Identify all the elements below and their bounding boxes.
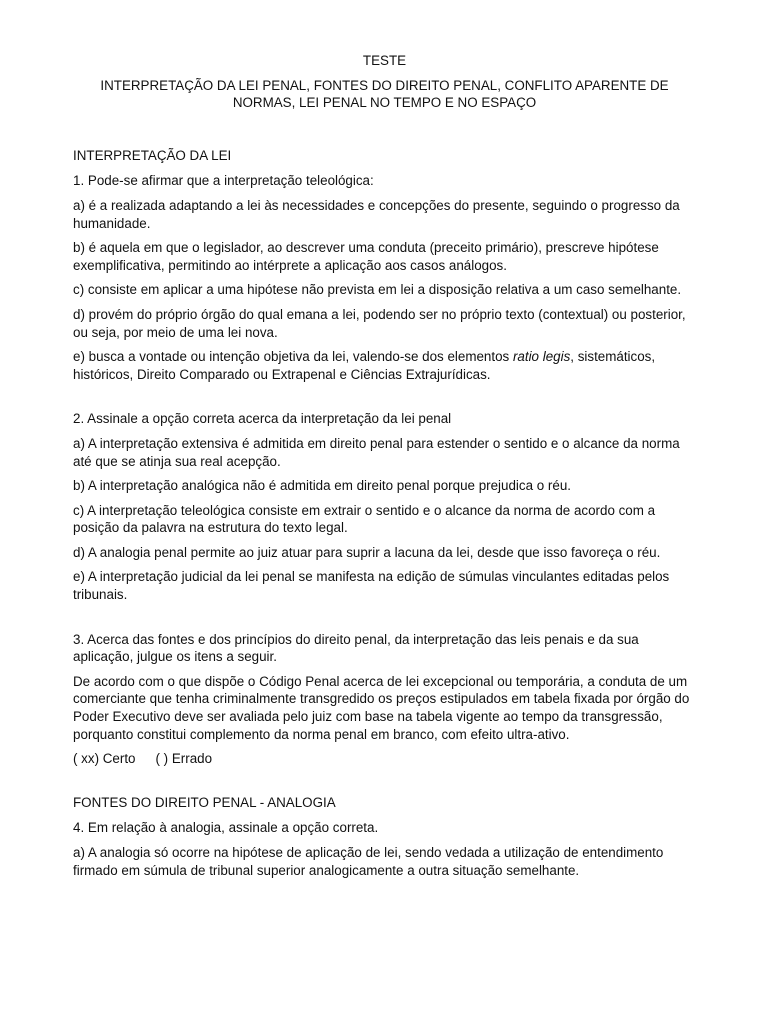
question-2-stem: 2. Assinale a opção correta acerca da interpretação da lei penal — [73, 411, 452, 427]
question-1-option-e — [73, 348, 696, 383]
question-1-option-e-italic-term: ratio legis — [512, 349, 571, 365]
question-4-option-a: a) A analogia só ocorre na hipótese de aplicação de lei, sendo vedada a utilização de entendimento firmado em súmula de tribunal superior analogicamente a outra situação semelhante. — [73, 845, 664, 878]
document-title: TESTE — [362, 53, 407, 68]
question-1-option-c: c) consiste em aplicar a uma hipótese não prevista em lei a disposição relativa a um caso semelhante. — [73, 282, 682, 298]
question-4 — [73, 819, 696, 879]
option-errado: ( ) Errado — [155, 751, 213, 767]
section-heading-interpretacao: INTERPRETAÇÃO DA LEI — [73, 147, 232, 163]
question-2 — [73, 410, 696, 603]
question-2-option-b: b) A interpretação analógica não é admitida em direito penal porque prejudica o réu. — [73, 478, 572, 494]
section-heading-fontes-analogia: FONTES DO DIREITO PENAL - ANALOGIA — [73, 794, 336, 810]
option-certo: ( xx) Certo — [73, 751, 136, 767]
question-1-option-e-text-end: , sistemáticos, históricos, Direito Comparado ou Extrapenal e Ciências Extrajurídicas. — [73, 349, 656, 382]
question-2-option-e: e) A interpretação judicial da lei penal se manifesta na edição de súmulas vinculantes editadas pelos tribunais. — [73, 569, 670, 603]
question-1-stem: 1. Pode-se afirmar que a interpretação teleológica: — [73, 173, 374, 189]
question-2-option-d: d) A analogia penal permite ao juiz atuar para suprir a lacuna da lei, desde que isso favoreça o réu. — [73, 544, 661, 560]
question-1-option-b: b) é aquela em que o legislador, ao descrever uma conduta (preceito primário), prescreve hipótese exemplificativa, permitindo ao intérprete a aplicação aos casos análogos. — [73, 240, 659, 273]
question-1-option-d: d) provém do próprio órgão do qual emana a lei, podendo ser no próprio texto (contextual) ou posterior, ou seja, por meio de uma lei nova. — [73, 306, 686, 340]
question-2-option-a: a) A interpretação extensiva é admitida em direito penal para estender o sentido e o alcance da norma até que se atinja sua real acepção. — [73, 435, 680, 469]
question-3 — [73, 631, 696, 768]
question-1 — [73, 172, 696, 383]
question-1-option-e-text-start: e) busca a vontade ou intenção objetiva da lei, valendo-se dos elementos — [73, 349, 513, 365]
question-3-answer-line — [73, 750, 696, 768]
question-4-stem: 4. Em relação à analogia, assinale a opção correta. — [73, 820, 379, 836]
question-3-stem: 3. Acerca das fontes e dos princípios do direito penal, da interpretação das leis penais e da sua aplicação, julgue os itens a seguir. — [73, 631, 639, 665]
document-subtitle: INTERPRETAÇÃO DA LEI PENAL, FONTES DO DIREITO PENAL, CONFLITO APARENTE DE NORMAS, LEI PENAL NO TEMPO E NO ESPAÇO — [100, 77, 669, 111]
question-3-statement: De acordo com o que dispõe o Código Penal acerca de lei excepcional ou temporária, a conduta de um comerciante que tenha criminalmente transgredido os preços estipulados em tabela fixada por órgão do Poder Executivo deve ser avaliada pelo juiz com base na tabela vigente ao tempo da transgressão, porquanto constitui complemento da norma penal em branco, com efeito ultra-ativo. — [73, 673, 690, 742]
question-1-option-a: a) é a realizada adaptando a lei às necessidades e concepções do presente, seguindo o progresso da humanidade. — [73, 197, 680, 231]
question-2-option-c: c) A interpretação teleológica consiste em extrair o sentido e o alcance da norma de acordo com a posição da palavra na estrutura do texto legal. — [73, 502, 656, 536]
